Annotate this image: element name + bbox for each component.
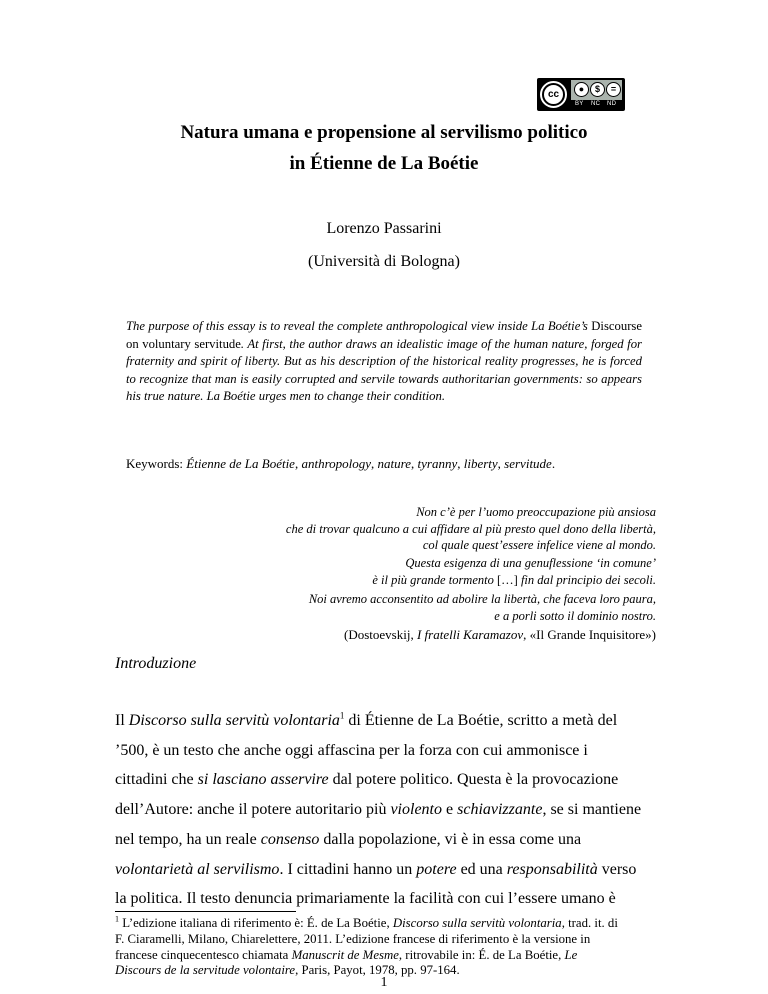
keywords: Keywords: Étienne de La Boétie, anthropology, nature, tyranny, liberty, servitude. [126, 456, 556, 471]
epigraph-line: che di trovar qualcuno a cui affidare al più presto quel dono della libertà, [285, 521, 656, 536]
footnote-ref[interactable]: 1 [339, 710, 345, 721]
keywords-label: Keywords: [126, 456, 187, 471]
footnote [115, 916, 653, 979]
keyword: servitude [504, 456, 552, 471]
keyword: liberty [463, 456, 498, 471]
footnote-separator [115, 911, 296, 912]
epigraph-line [372, 572, 656, 589]
epigraph-stanza-1 [286, 504, 656, 554]
keyword: Étienne de La Boétie [186, 456, 295, 471]
epigraph-line: e a porli sotto il dominio nostro. [494, 608, 656, 623]
footnote-line: F. Ciaramelli, Milano, Chiarelettere, 2011. L’edizione francese di riferimento è la versione in [115, 931, 591, 946]
section-heading: Introduzione [115, 655, 197, 672]
epigraph-line: col quale quest’essere infelice viene al mondo. [422, 538, 656, 552]
body-line: cittadini che si lasciano asservire dal potere politico. Questa è la provocazione [115, 771, 619, 789]
person-icon: ● [574, 82, 589, 97]
paper-title-line1: Natura umana e propensione al servilismo politico [180, 122, 588, 143]
abstract-work-title: Discourse on voluntary servitude [126, 319, 642, 351]
body-line: volontarietà al servilismo. I cittadini hanno un potere ed una responsabilità verso [115, 860, 637, 878]
abstract [126, 318, 642, 406]
author-name: Lorenzo Passarini [326, 220, 442, 237]
epigraph-line: Questa esigenza di una genuflessione ‘in comune’ [405, 556, 656, 570]
abstract-text-1: The purpose of this essay is to reveal the complete anthropological view inside La Boétie’s [126, 319, 588, 333]
epigraph-line: Noi avremo acconsentito ad abolire la libertà, che faceva loro paura, [308, 592, 656, 606]
abstract-text-2: . At first, the author draws an idealistic image of the human nature, forged for fraternity and spirit of liberty. But as his description of the historical reality progresses, he is forced to recognize that man is easily corrupted and servile towards authoritarian governments: so appears his true nature. La Boétie urges men to change their condition. [126, 336, 642, 404]
author-affiliation: (Università di Bologna) [308, 253, 460, 270]
cc-license-badge [537, 78, 625, 111]
license-label-nd: ND [607, 101, 617, 107]
source-work: I fratelli Karamazov [416, 627, 524, 642]
paper-title-line2: in Étienne de La Boétie [289, 153, 479, 174]
body-line: la politica. Il testo denuncia primariamente la facilità con cui l’essere umano è [115, 890, 616, 908]
source-text: , «Il Grande Inquisitore») [523, 627, 656, 642]
epigraph-line: Non c’è per l’uomo preoccupazione più ansiosa [416, 505, 656, 519]
epigraph-stanza-3 [309, 591, 656, 624]
keyword: nature [377, 456, 412, 471]
equals-icon: = [606, 82, 621, 97]
keyword: tyranny [417, 456, 458, 471]
footnote-line: $^1$ L’edizione italiana di riferimento è: É. de La Boétie, Discorso sulla servitù volontaria, trad. it. di [115, 914, 618, 930]
license-label-nc: NC [591, 101, 601, 107]
license-label-by: BY [575, 101, 584, 107]
no-dollar-icon: $ [590, 82, 605, 97]
body-paragraph [115, 706, 653, 914]
epigraph-text: è il più grande tormento [372, 572, 494, 587]
keyword: anthropology [301, 456, 372, 471]
body-line: Il Discorso sulla servitù volontaria$^1$ di Étienne de La Boétie, scritto a metà del [115, 710, 618, 729]
epigraph-ellipsis: […] [496, 572, 518, 587]
page-number: 1 [380, 975, 388, 990]
body-line: nel tempo, ha un reale consenso dalla popolazione, vi è in essa come una [115, 830, 582, 848]
cc-logo-icon: cc [542, 83, 565, 106]
footnote-line: Discours de la servitude volontaire, Paris, Payot, 1978, pp. 97-164. [115, 963, 460, 978]
epigraph-stanza-2 [372, 555, 656, 588]
body-line: dell’Autore: anche il potere autoritario più violento e schiavizzante, se si mantiene [115, 801, 642, 819]
body-line: ’500, è un testo che anche oggi affascina per la forza con cui ammonisce i [115, 741, 588, 759]
footnote-line: francese cinquecentesco chiamata Manuscrit de Mesme, ritrovabile in: É. de La Boétie, Le [115, 947, 578, 962]
footnote-number: 1 [115, 914, 119, 924]
epigraph-text: fin dal principio dei secoli. [517, 572, 656, 587]
epigraph-source [344, 627, 656, 644]
source-text: (Dostoevskij, [344, 627, 417, 642]
